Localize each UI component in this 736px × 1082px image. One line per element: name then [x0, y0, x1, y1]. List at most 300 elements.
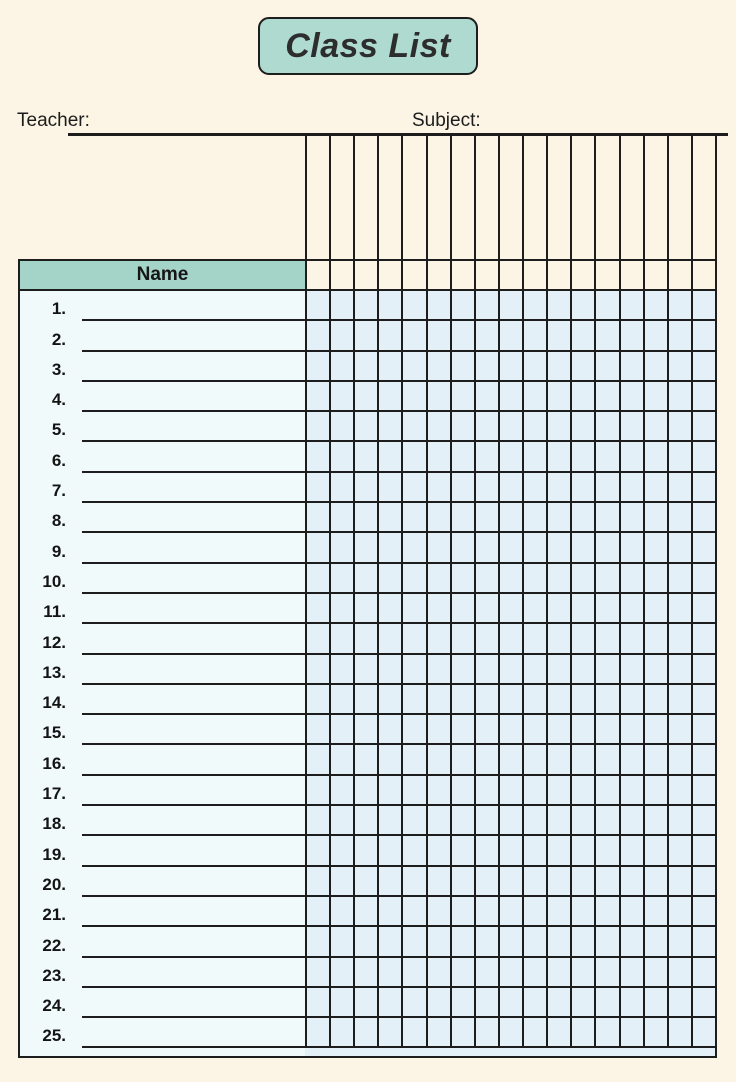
grid-cell[interactable]: [691, 412, 715, 442]
grid-cell[interactable]: [619, 927, 643, 957]
grid-cell[interactable]: [594, 352, 618, 382]
grid-cell[interactable]: [474, 1018, 498, 1048]
grid-cell[interactable]: [667, 685, 691, 715]
grid-cell[interactable]: [450, 685, 474, 715]
grid-cell[interactable]: [546, 321, 570, 351]
column-subheader-cell[interactable]: [426, 261, 450, 291]
grid-cell[interactable]: [426, 988, 450, 1018]
grid-cell[interactable]: [329, 1018, 353, 1048]
grid-cell[interactable]: [570, 897, 594, 927]
grid-cell[interactable]: [377, 624, 401, 654]
grid-cell[interactable]: [474, 291, 498, 321]
grid-cell[interactable]: [522, 382, 546, 412]
grid-cell[interactable]: [643, 745, 667, 775]
grid-cell[interactable]: [691, 745, 715, 775]
grid-cell[interactable]: [450, 321, 474, 351]
grid-cell[interactable]: [546, 442, 570, 472]
grid-cell[interactable]: [426, 715, 450, 745]
grid-cell[interactable]: [667, 745, 691, 775]
grid-cell[interactable]: [329, 655, 353, 685]
grid-cell[interactable]: [450, 503, 474, 533]
grid-cell[interactable]: [522, 533, 546, 563]
column-header-cell[interactable]: [546, 133, 570, 261]
grid-cell[interactable]: [353, 382, 377, 412]
grid-cell[interactable]: [401, 897, 425, 927]
grid-cell[interactable]: [667, 594, 691, 624]
grid-cell[interactable]: [426, 564, 450, 594]
grid-cell[interactable]: [426, 321, 450, 351]
column-header-cell[interactable]: [522, 133, 546, 261]
grid-cell[interactable]: [401, 958, 425, 988]
column-header-cell[interactable]: [329, 133, 353, 261]
grid-cell[interactable]: [546, 958, 570, 988]
grid-cell[interactable]: [305, 382, 329, 412]
grid-cell[interactable]: [667, 655, 691, 685]
grid-cell[interactable]: [522, 745, 546, 775]
grid-cell[interactable]: [570, 958, 594, 988]
grid-cell[interactable]: [329, 776, 353, 806]
column-header-cell[interactable]: [643, 133, 667, 261]
grid-cell[interactable]: [426, 836, 450, 866]
grid-cell[interactable]: [305, 624, 329, 654]
grid-cell[interactable]: [546, 776, 570, 806]
grid-cell[interactable]: [353, 745, 377, 775]
grid-cell[interactable]: [546, 624, 570, 654]
grid-cell[interactable]: [401, 745, 425, 775]
grid-cell[interactable]: [426, 685, 450, 715]
grid-cell[interactable]: [570, 594, 594, 624]
grid-cell[interactable]: [643, 564, 667, 594]
grid-cell[interactable]: [329, 745, 353, 775]
grid-cell[interactable]: [522, 836, 546, 866]
grid-cell[interactable]: [643, 473, 667, 503]
column-subheader-cell[interactable]: [401, 261, 425, 291]
grid-cell[interactable]: [619, 442, 643, 472]
grid-cell[interactable]: [353, 594, 377, 624]
grid-cell[interactable]: [594, 412, 618, 442]
grid-cell[interactable]: [329, 594, 353, 624]
grid-cell[interactable]: [474, 473, 498, 503]
grid-cell[interactable]: [667, 321, 691, 351]
grid-cell[interactable]: [619, 564, 643, 594]
grid-cell[interactable]: [401, 382, 425, 412]
grid-cell[interactable]: [522, 927, 546, 957]
grid-cell[interactable]: [498, 927, 522, 957]
grid-cell[interactable]: [546, 1018, 570, 1048]
grid-cell[interactable]: [450, 867, 474, 897]
grid-cell[interactable]: [474, 382, 498, 412]
grid-cell[interactable]: [377, 382, 401, 412]
grid-cell[interactable]: [329, 503, 353, 533]
grid-cell[interactable]: [450, 806, 474, 836]
grid-cell[interactable]: [546, 352, 570, 382]
grid-cell[interactable]: [450, 715, 474, 745]
grid-cell[interactable]: [619, 897, 643, 927]
grid-cell[interactable]: [377, 533, 401, 563]
grid-cell[interactable]: [329, 291, 353, 321]
grid-cell[interactable]: [570, 533, 594, 563]
grid-cell[interactable]: [498, 745, 522, 775]
grid-cell[interactable]: [426, 352, 450, 382]
grid-cell[interactable]: [426, 867, 450, 897]
grid-cell[interactable]: [546, 715, 570, 745]
grid-cell[interactable]: [619, 321, 643, 351]
grid-cell[interactable]: [643, 988, 667, 1018]
grid-cell[interactable]: [619, 1018, 643, 1048]
grid-cell[interactable]: [570, 473, 594, 503]
grid-cell[interactable]: [305, 291, 329, 321]
grid-cell[interactable]: [522, 685, 546, 715]
grid-cell[interactable]: [691, 897, 715, 927]
grid-cell[interactable]: [450, 564, 474, 594]
grid-cell[interactable]: [667, 836, 691, 866]
grid-cell[interactable]: [594, 867, 618, 897]
grid-cell[interactable]: [450, 533, 474, 563]
column-header-cell[interactable]: [498, 133, 522, 261]
column-subheader-cell[interactable]: [498, 261, 522, 291]
grid-cell[interactable]: [401, 442, 425, 472]
grid-cell[interactable]: [329, 533, 353, 563]
grid-cell[interactable]: [522, 867, 546, 897]
grid-cell[interactable]: [305, 564, 329, 594]
grid-cell[interactable]: [594, 473, 618, 503]
grid-cell[interactable]: [377, 412, 401, 442]
grid-cell[interactable]: [691, 806, 715, 836]
grid-cell[interactable]: [401, 594, 425, 624]
grid-cell[interactable]: [377, 776, 401, 806]
grid-cell[interactable]: [570, 291, 594, 321]
grid-cell[interactable]: [353, 533, 377, 563]
grid-cell[interactable]: [329, 715, 353, 745]
grid-cell[interactable]: [305, 806, 329, 836]
grid-cell[interactable]: [498, 958, 522, 988]
grid-cell[interactable]: [450, 655, 474, 685]
grid-cell[interactable]: [691, 291, 715, 321]
grid-cell[interactable]: [353, 836, 377, 866]
grid-cell[interactable]: [594, 564, 618, 594]
grid-cell[interactable]: [329, 442, 353, 472]
column-subheader-cell[interactable]: [474, 261, 498, 291]
grid-cell[interactable]: [401, 533, 425, 563]
grid-cell[interactable]: [667, 382, 691, 412]
grid-cell[interactable]: [353, 564, 377, 594]
grid-cell[interactable]: [643, 382, 667, 412]
grid-cell[interactable]: [619, 988, 643, 1018]
column-header-cell[interactable]: [570, 133, 594, 261]
grid-cell[interactable]: [426, 806, 450, 836]
grid-cell[interactable]: [377, 836, 401, 866]
grid-cell[interactable]: [619, 776, 643, 806]
column-subheader-cell[interactable]: [594, 261, 618, 291]
grid-cell[interactable]: [522, 352, 546, 382]
grid-cell[interactable]: [667, 867, 691, 897]
grid-cell[interactable]: [667, 958, 691, 988]
grid-cell[interactable]: [353, 442, 377, 472]
grid-cell[interactable]: [450, 412, 474, 442]
grid-cell[interactable]: [546, 382, 570, 412]
grid-cell[interactable]: [643, 867, 667, 897]
grid-cell[interactable]: [498, 533, 522, 563]
grid-cell[interactable]: [305, 927, 329, 957]
grid-cell[interactable]: [329, 927, 353, 957]
grid-cell[interactable]: [691, 503, 715, 533]
grid-cell[interactable]: [691, 655, 715, 685]
grid-cell[interactable]: [594, 745, 618, 775]
grid-cell[interactable]: [426, 776, 450, 806]
grid-cell[interactable]: [353, 715, 377, 745]
grid-cell[interactable]: [498, 503, 522, 533]
column-subheader-cell[interactable]: [522, 261, 546, 291]
grid-cell[interactable]: [474, 958, 498, 988]
grid-cell[interactable]: [570, 745, 594, 775]
grid-cell[interactable]: [498, 715, 522, 745]
grid-cell[interactable]: [329, 806, 353, 836]
grid-cell[interactable]: [329, 958, 353, 988]
grid-cell[interactable]: [450, 897, 474, 927]
grid-cell[interactable]: [667, 897, 691, 927]
grid-cell[interactable]: [426, 442, 450, 472]
grid-cell[interactable]: [522, 624, 546, 654]
grid-cell[interactable]: [401, 473, 425, 503]
grid-cell[interactable]: [353, 352, 377, 382]
grid-cell[interactable]: [691, 382, 715, 412]
grid-cell[interactable]: [691, 836, 715, 866]
grid-cell[interactable]: [667, 988, 691, 1018]
column-header-cell[interactable]: [619, 133, 643, 261]
grid-cell[interactable]: [450, 473, 474, 503]
grid-cell[interactable]: [305, 473, 329, 503]
column-header-cell[interactable]: [474, 133, 498, 261]
grid-cell[interactable]: [426, 745, 450, 775]
grid-cell[interactable]: [643, 715, 667, 745]
grid-cell[interactable]: [377, 655, 401, 685]
grid-cell[interactable]: [643, 503, 667, 533]
grid-cell[interactable]: [619, 655, 643, 685]
grid-cell[interactable]: [401, 836, 425, 866]
grid-cell[interactable]: [450, 624, 474, 654]
grid-cell[interactable]: [426, 382, 450, 412]
grid-cell[interactable]: [643, 927, 667, 957]
grid-cell[interactable]: [474, 352, 498, 382]
grid-cell[interactable]: [305, 321, 329, 351]
grid-cell[interactable]: [691, 473, 715, 503]
grid-cell[interactable]: [426, 503, 450, 533]
grid-cell[interactable]: [305, 533, 329, 563]
column-subheader-cell[interactable]: [619, 261, 643, 291]
grid-cell[interactable]: [570, 715, 594, 745]
grid-cell[interactable]: [305, 685, 329, 715]
grid-cell[interactable]: [522, 897, 546, 927]
grid-cell[interactable]: [353, 685, 377, 715]
grid-cell[interactable]: [619, 473, 643, 503]
grid-cell[interactable]: [619, 291, 643, 321]
grid-cell[interactable]: [474, 715, 498, 745]
grid-cell[interactable]: [594, 655, 618, 685]
grid-cell[interactable]: [377, 503, 401, 533]
grid-cell[interactable]: [546, 412, 570, 442]
grid-cell[interactable]: [522, 594, 546, 624]
grid-cell[interactable]: [522, 806, 546, 836]
grid-cell[interactable]: [377, 291, 401, 321]
grid-cell[interactable]: [667, 776, 691, 806]
grid-cell[interactable]: [498, 564, 522, 594]
grid-cell[interactable]: [305, 836, 329, 866]
grid-cell[interactable]: [498, 473, 522, 503]
grid-cell[interactable]: [498, 412, 522, 442]
column-header-cell[interactable]: [667, 133, 691, 261]
column-subheader-cell[interactable]: [546, 261, 570, 291]
grid-cell[interactable]: [401, 867, 425, 897]
grid-cell[interactable]: [450, 988, 474, 1018]
grid-cell[interactable]: [353, 473, 377, 503]
grid-cell[interactable]: [570, 624, 594, 654]
grid-cell[interactable]: [691, 715, 715, 745]
grid-cell[interactable]: [643, 655, 667, 685]
grid-cell[interactable]: [329, 473, 353, 503]
grid-cell[interactable]: [570, 1018, 594, 1048]
grid-cell[interactable]: [377, 806, 401, 836]
grid-cell[interactable]: [522, 442, 546, 472]
grid-cell[interactable]: [377, 897, 401, 927]
grid-cell[interactable]: [594, 533, 618, 563]
grid-cell[interactable]: [522, 412, 546, 442]
grid-cell[interactable]: [546, 564, 570, 594]
grid-cell[interactable]: [426, 958, 450, 988]
grid-cell[interactable]: [474, 806, 498, 836]
name-writing-line[interactable]: [82, 1046, 305, 1048]
grid-cell[interactable]: [691, 321, 715, 351]
grid-cell[interactable]: [619, 836, 643, 866]
grid-cell[interactable]: [546, 745, 570, 775]
grid-cell[interactable]: [377, 685, 401, 715]
grid-cell[interactable]: [643, 352, 667, 382]
grid-cell[interactable]: [474, 685, 498, 715]
grid-cell[interactable]: [426, 594, 450, 624]
grid-cell[interactable]: [474, 533, 498, 563]
grid-cell[interactable]: [498, 776, 522, 806]
grid-cell[interactable]: [546, 836, 570, 866]
grid-cell[interactable]: [474, 624, 498, 654]
grid-cell[interactable]: [474, 442, 498, 472]
grid-cell[interactable]: [619, 715, 643, 745]
grid-cell[interactable]: [426, 291, 450, 321]
grid-cell[interactable]: [691, 927, 715, 957]
grid-cell[interactable]: [377, 1018, 401, 1048]
grid-cell[interactable]: [570, 685, 594, 715]
grid-cell[interactable]: [643, 958, 667, 988]
grid-cell[interactable]: [305, 867, 329, 897]
column-header-cell[interactable]: [594, 133, 618, 261]
grid-cell[interactable]: [377, 958, 401, 988]
grid-cell[interactable]: [691, 988, 715, 1018]
grid-cell[interactable]: [691, 564, 715, 594]
grid-cell[interactable]: [691, 624, 715, 654]
grid-cell[interactable]: [570, 503, 594, 533]
column-header-cell[interactable]: [426, 133, 450, 261]
grid-cell[interactable]: [498, 655, 522, 685]
grid-cell[interactable]: [377, 564, 401, 594]
grid-cell[interactable]: [546, 927, 570, 957]
grid-cell[interactable]: [498, 352, 522, 382]
grid-cell[interactable]: [450, 291, 474, 321]
grid-cell[interactable]: [667, 624, 691, 654]
grid-cell[interactable]: [329, 382, 353, 412]
grid-cell[interactable]: [667, 564, 691, 594]
column-subheader-cell[interactable]: [667, 261, 691, 291]
grid-cell[interactable]: [353, 958, 377, 988]
grid-cell[interactable]: [667, 412, 691, 442]
grid-cell[interactable]: [667, 715, 691, 745]
grid-cell[interactable]: [546, 503, 570, 533]
grid-cell[interactable]: [329, 352, 353, 382]
grid-cell[interactable]: [450, 352, 474, 382]
grid-cell[interactable]: [546, 655, 570, 685]
grid-cell[interactable]: [691, 594, 715, 624]
grid-cell[interactable]: [643, 806, 667, 836]
grid-cell[interactable]: [401, 715, 425, 745]
grid-cell[interactable]: [498, 321, 522, 351]
grid-cell[interactable]: [474, 412, 498, 442]
grid-cell[interactable]: [619, 745, 643, 775]
grid-cell[interactable]: [522, 776, 546, 806]
grid-cell[interactable]: [667, 291, 691, 321]
grid-cell[interactable]: [426, 927, 450, 957]
grid-cell[interactable]: [522, 291, 546, 321]
grid-cell[interactable]: [450, 927, 474, 957]
grid-cell[interactable]: [691, 776, 715, 806]
grid-cell[interactable]: [450, 745, 474, 775]
grid-cell[interactable]: [570, 836, 594, 866]
grid-cell[interactable]: [426, 1018, 450, 1048]
grid-cell[interactable]: [498, 836, 522, 866]
grid-cell[interactable]: [667, 442, 691, 472]
grid-cell[interactable]: [546, 867, 570, 897]
grid-cell[interactable]: [305, 715, 329, 745]
grid-cell[interactable]: [498, 867, 522, 897]
grid-cell[interactable]: [450, 958, 474, 988]
grid-cell[interactable]: [619, 685, 643, 715]
grid-cell[interactable]: [426, 533, 450, 563]
grid-cell[interactable]: [594, 1018, 618, 1048]
grid-cell[interactable]: [594, 988, 618, 1018]
grid-cell[interactable]: [546, 988, 570, 1018]
grid-cell[interactable]: [667, 473, 691, 503]
grid-cell[interactable]: [377, 594, 401, 624]
grid-cell[interactable]: [401, 988, 425, 1018]
grid-cell[interactable]: [643, 412, 667, 442]
grid-cell[interactable]: [594, 624, 618, 654]
grid-cell[interactable]: [546, 685, 570, 715]
grid-cell[interactable]: [522, 655, 546, 685]
grid-cell[interactable]: [450, 1018, 474, 1048]
grid-cell[interactable]: [691, 867, 715, 897]
grid-cell[interactable]: [570, 321, 594, 351]
grid-cell[interactable]: [450, 836, 474, 866]
grid-cell[interactable]: [498, 1018, 522, 1048]
grid-cell[interactable]: [353, 776, 377, 806]
grid-cell[interactable]: [570, 412, 594, 442]
grid-cell[interactable]: [619, 352, 643, 382]
grid-cell[interactable]: [594, 442, 618, 472]
grid-cell[interactable]: [667, 1018, 691, 1048]
grid-cell[interactable]: [643, 776, 667, 806]
grid-cell[interactable]: [450, 382, 474, 412]
grid-cell[interactable]: [401, 291, 425, 321]
grid-cell[interactable]: [353, 897, 377, 927]
grid-cell[interactable]: [474, 927, 498, 957]
grid-cell[interactable]: [643, 1018, 667, 1048]
grid-cell[interactable]: [401, 503, 425, 533]
